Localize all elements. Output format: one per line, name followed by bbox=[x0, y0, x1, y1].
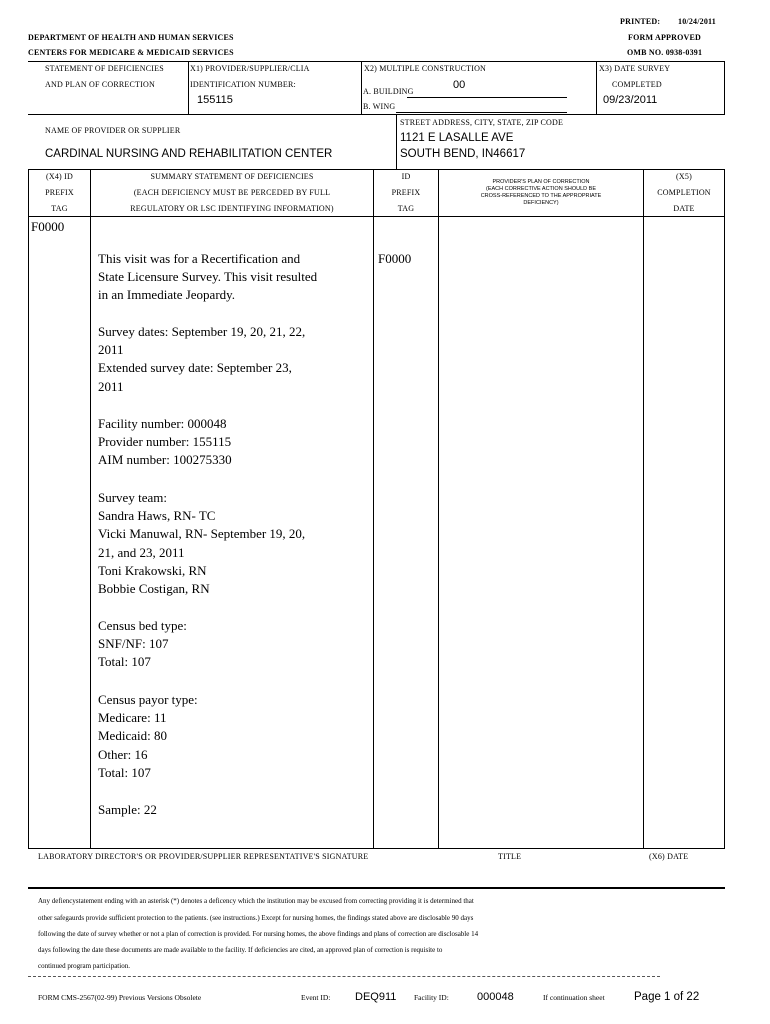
plan-header-3: CROSS-REFERENCED TO THE APPROPRIATE bbox=[480, 193, 602, 199]
paragraph-facility: Facility number: 000048 Provider number: 155115 AIM number: 100275330 bbox=[98, 416, 232, 468]
x5-header-3: DATE bbox=[673, 204, 695, 213]
page-number: Page 1 of 22 bbox=[634, 991, 700, 1003]
x4-header-1: (X4) ID bbox=[46, 172, 73, 181]
form-number: FORM CMS-2567(02-99) Previous Versions Obsolete bbox=[38, 993, 202, 1002]
disclaimer-line-1: Any defiencystatement ending with an asterisk (*) denotes a deficency which the institution may be excused from correcting providing it is determined that bbox=[38, 897, 474, 905]
omb-number: OMB NO. 0938-0391 bbox=[627, 48, 703, 57]
col-divider-2 bbox=[373, 169, 374, 849]
col-divider-3 bbox=[438, 169, 439, 849]
provider-name-value: CARDINAL NURSING AND REHABILITATION CENTER bbox=[45, 148, 333, 160]
id-header-3: TAG bbox=[397, 204, 415, 213]
x2-wing-underline bbox=[396, 112, 567, 113]
summary-header-3: REGULATORY OR LSC IDENTIFYING INFORMATION) bbox=[130, 204, 334, 213]
facility-id-value: 000048 bbox=[477, 991, 514, 1003]
box1-top-border bbox=[28, 61, 725, 62]
box1-bottom-border bbox=[28, 114, 725, 115]
x2-building-value: 00 bbox=[453, 79, 466, 91]
disclaimer-line-5: continued program participation. bbox=[38, 962, 130, 970]
continuation-label: If continuation sheet bbox=[543, 993, 605, 1002]
x5-header-1: (X5) bbox=[676, 172, 692, 181]
box1-divider-1 bbox=[188, 61, 189, 114]
address-label: STREET ADDRESS, CITY, STATE, ZIP CODE bbox=[400, 118, 564, 127]
table-right-border bbox=[724, 169, 725, 849]
id-header-2: PREFIX bbox=[391, 188, 421, 197]
statement-label-2: AND PLAN OF CORRECTION bbox=[45, 80, 155, 89]
box1-right-border bbox=[724, 61, 725, 115]
table-left-border bbox=[28, 169, 29, 849]
right-tag: F0000 bbox=[378, 251, 412, 266]
department-title: DEPARTMENT OF HEALTH AND HUMAN SERVICES bbox=[28, 33, 234, 42]
disclaimer-line-2: other safegaurds provide sufficient protection to the patients. (see instructions.) Except for nursing homes, the findings stated above are disclosable 90 days bbox=[38, 914, 474, 922]
x6-date-label: (X6) DATE bbox=[649, 852, 689, 861]
box2-bottom-border bbox=[28, 169, 725, 170]
box2-divider bbox=[396, 115, 397, 169]
paragraph-census-payor: Census payor type: Medicare: 11 Medicaid: 80 Other: 16 Total: 107 bbox=[98, 692, 198, 780]
disclaimer-line-3: following the date of survey whether or not a plan of correction is provided. For nursing homes, the above findings and plans of correction are disclosable 14 bbox=[38, 930, 479, 938]
event-id-value: DEQ911 bbox=[355, 991, 397, 1003]
x2-building-underline bbox=[407, 97, 567, 98]
x5-header-2: COMPLETION bbox=[657, 188, 711, 197]
box1-divider-3 bbox=[596, 61, 597, 114]
address-line-2: SOUTH BEND, IN46617 bbox=[400, 148, 526, 160]
title-label: TITLE bbox=[498, 852, 522, 861]
address-line-1: 1121 E LASALLE AVE bbox=[400, 132, 514, 144]
footer-dashed-rule bbox=[28, 976, 660, 977]
plan-header-4: DEFICIENCY) bbox=[523, 200, 559, 206]
paragraph-survey-team: Survey team: Sandra Haws, RN- TC Vicki Manuwal, RN- September 19, 20, 21, and 23, 2011 Toni Krakowski, RN Bobbie Costigan, RN bbox=[98, 490, 306, 597]
x3-value: 09/23/2011 bbox=[603, 94, 658, 106]
x1-label: X1) PROVIDER/SUPPLIER/CLIA bbox=[190, 64, 310, 73]
x2-label: X2) MULTIPLE CONSTRUCTION bbox=[364, 64, 487, 73]
summary-header-2: (EACH DEFICIENCY MUST BE PERCEDED BY FULL bbox=[133, 188, 331, 197]
col-divider-1 bbox=[90, 169, 91, 849]
x3-label: X3) DATE SURVEY bbox=[599, 64, 671, 73]
left-tag: F0000 bbox=[31, 219, 65, 234]
paragraph-census-bed: Census bed type: SNF/NF: 107 Total: 107 bbox=[98, 618, 187, 670]
plan-header-2: (EACH CORRECTIVE ACTION SHOULD BE bbox=[485, 186, 597, 192]
paragraph-survey-dates: Survey dates: September 19, 20, 21, 22, 2011 Extended survey date: September 23, 2011 bbox=[98, 324, 306, 394]
provider-name-label: NAME OF PROVIDER OR SUPPLIER bbox=[45, 126, 181, 135]
table-bottom-border bbox=[28, 848, 725, 849]
x2-wing-label: B. WING bbox=[363, 102, 396, 111]
plan-header-1: PROVIDER'S PLAN OF CORRECTION bbox=[492, 179, 590, 185]
x1-label-2: IDENTIFICATION NUMBER: bbox=[190, 80, 296, 89]
id-header-1: ID bbox=[401, 172, 411, 181]
signature-divider bbox=[28, 887, 725, 889]
form-approved: FORM APPROVED bbox=[628, 33, 702, 42]
disclaimer-line-4: days following the date these documents are made available to the facility. If deficiencies are cited, an approved plan of correction is requisite to bbox=[38, 946, 443, 954]
printed-label: PRINTED: bbox=[620, 17, 661, 26]
x3-label-2: COMPLETED bbox=[612, 80, 662, 89]
paragraph-sample: Sample: 22 bbox=[98, 802, 157, 817]
event-id-label: Event ID: bbox=[301, 993, 331, 1002]
signature-label: LABORATORY DIRECTOR'S OR PROVIDER/SUPPLIER REPRESENTATIVE'S SIGNATURE bbox=[38, 852, 369, 861]
column-header-bottom bbox=[28, 216, 725, 217]
paragraph-visit: This visit was for a Recertification and State Licensure Survey. This visit resulted in an Immediate Jeopardy. bbox=[98, 251, 318, 303]
x4-header-3: TAG bbox=[51, 204, 68, 213]
centers-title: CENTERS FOR MEDICARE & MEDICAID SERVICES bbox=[28, 48, 234, 57]
facility-id-label: Facility ID: bbox=[414, 993, 449, 1002]
box1-divider-2 bbox=[361, 61, 362, 114]
x2-building-label: A. BUILDING bbox=[363, 87, 414, 96]
x4-header-2: PREFIX bbox=[45, 188, 74, 197]
summary-header-1: SUMMARY STATEMENT OF DEFICIENCIES bbox=[150, 172, 314, 181]
statement-label-1: STATEMENT OF DEFICIENCIES bbox=[45, 64, 164, 73]
printed-date: 10/24/2011 bbox=[678, 17, 717, 26]
x1-value: 155115 bbox=[197, 94, 233, 106]
col-divider-4 bbox=[643, 169, 644, 849]
